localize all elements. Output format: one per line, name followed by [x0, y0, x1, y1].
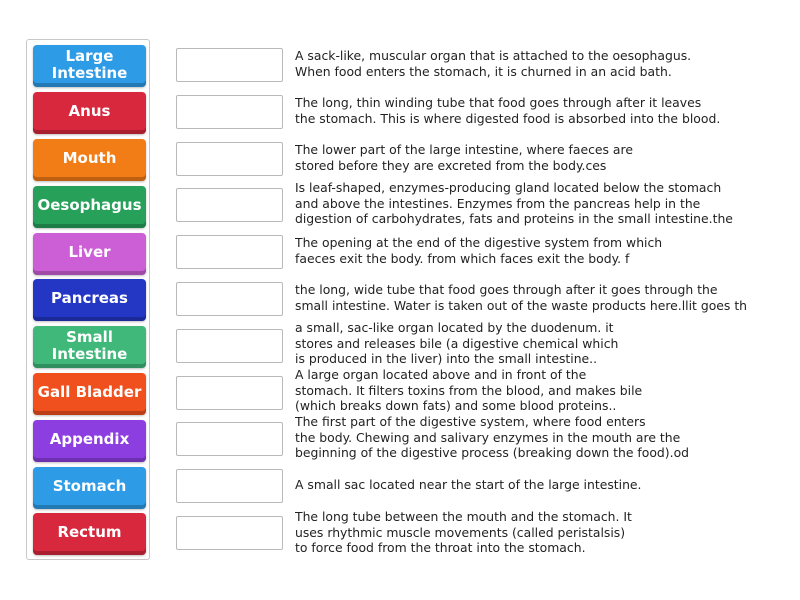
description-text: a small, sac-like organ located by the duodenum. it stores and releases bile (a digestive chemical which is produced in the liver) into the small intestine.. — [295, 320, 619, 366]
description-text: The lower part of the large intestine, where faeces are stored before they are excreted from the body.ces — [295, 142, 633, 173]
draggable-tile[interactable]: Rectum — [33, 513, 146, 555]
description-text: The long, thin winding tube that food goes through after it leaves the stomach. This is where digested food is absorbed into the blood. — [295, 95, 721, 126]
drop-slot[interactable] — [176, 422, 283, 456]
description-text: A sack-like, muscular organ that is attached to the oesophagus. When food enters the stomach, it is churned in an acid bath. — [295, 48, 692, 79]
drop-slot[interactable] — [176, 282, 283, 316]
drop-slot[interactable] — [176, 235, 283, 269]
drop-slot[interactable] — [176, 376, 283, 410]
drop-slot[interactable] — [176, 516, 283, 550]
draggable-tile[interactable]: Small Intestine — [33, 326, 146, 368]
description-text: Is leaf-shaped, enzymes-producing gland located below the stomach and above the intestines. Enzymes from the pancreas help in the digestion of carbohydrates, fats and proteins in the small intestine.the — [295, 180, 733, 226]
drop-slot[interactable] — [176, 48, 283, 82]
draggable-tile[interactable]: Mouth — [33, 139, 146, 181]
draggable-tile[interactable]: Oesophagus — [33, 186, 146, 228]
drop-slot[interactable] — [176, 469, 283, 503]
draggable-tile[interactable]: Pancreas — [33, 279, 146, 321]
description-text: A small sac located near the start of the large intestine. — [295, 477, 642, 492]
draggable-tile[interactable]: Large Intestine — [33, 45, 146, 87]
description-text: The opening at the end of the digestive system from which faeces exit the body. from which faces exit the body. f — [295, 235, 663, 266]
draggable-tile[interactable]: Gall Bladder — [33, 373, 146, 415]
drop-slot[interactable] — [176, 142, 283, 176]
draggable-tile[interactable]: Appendix — [33, 420, 146, 462]
draggable-tile[interactable]: Stomach — [33, 467, 146, 509]
drop-slot[interactable] — [176, 329, 283, 363]
description-text: The long tube between the mouth and the stomach. It uses rhythmic muscle movements (called peristalsis) to force food from the throat into the stomach. — [295, 509, 632, 555]
draggable-tile[interactable]: Liver — [33, 233, 146, 275]
drop-slot[interactable] — [176, 188, 283, 222]
description-text: A large organ located above and in front of the stomach. It filters toxins from the blood, and makes bile (which breaks down fats) and some blood proteins.. — [295, 367, 643, 413]
draggable-tile[interactable]: Anus — [33, 92, 146, 134]
description-text: the long, wide tube that food goes through after it goes through the small intestine. Water is taken out of the waste products here.llit goes th — [295, 282, 748, 313]
drop-slot[interactable] — [176, 95, 283, 129]
description-text: The first part of the digestive system, where food enters the body. Chewing and salivary enzymes in the mouth are the beginning of the digestive process (breaking down the food).od — [295, 414, 690, 460]
